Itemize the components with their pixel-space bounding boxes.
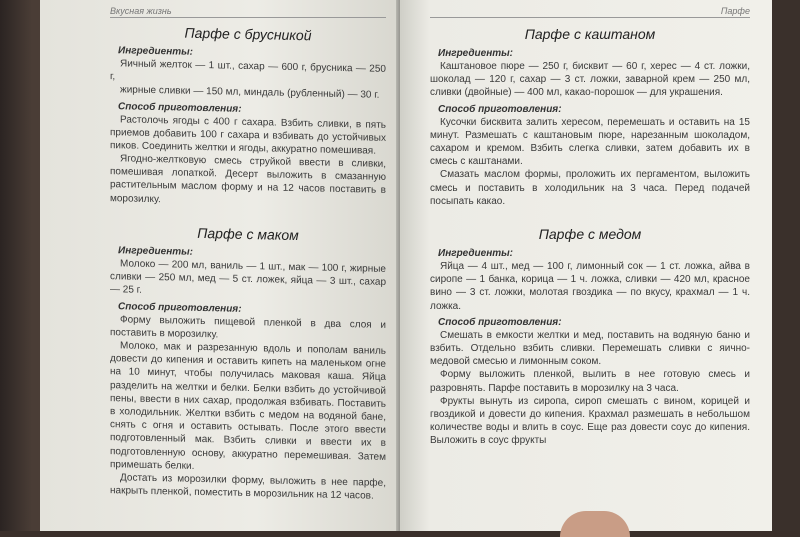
method-heading: Способ приготовления: [438, 316, 562, 328]
method-heading: Способ приготовления: [118, 300, 242, 315]
ingredients-line: Яичный желток — 1 шт., сахар — 600 г, брусника — 250 г, [110, 58, 386, 83]
ingredients-line: Молоко — 200 мл, ваниль — 1 шт., мак — 100 г, жирные сливки — 250 мл, мед — 5 ст. ложек, яйца — 3 шт., сахар — 25 г. [110, 258, 386, 297]
ingredients-heading: Ингредиенты: [118, 45, 194, 58]
method-paragraph: Смешать в емкости желтки и мед, поставить на водяную баню и взбить. Отдельно взбить сливки. Перемешать сливки с яично-медовой смесью и лимонным соком. [430, 329, 750, 368]
method-paragraph: Форму выложить пленкой, вылить в нее готовую смесь и разровнять. Парфе поставить в морозилку на 3 часа. [430, 369, 750, 394]
ingredients-heading: Ингредиенты: [438, 248, 514, 260]
right-page [400, 0, 772, 531]
ingredients-line: Каштановое пюре — 250 г, бисквит — 60 г, херес — 4 ст. ложки, шоколад — 120 г, сахар — 3 ст. ложки, заварной крем — 250 мл, сливки (двойные) — 400 мл, какао-порошок — для украшения. [430, 61, 750, 99]
method-paragraph: Молоко, мак и разрезанную вдоль и пополам ваниль довести до кипения и оставить кипеть на маленьком огне на 10 минут, чтобы получилась маковая каша. Яйца разделить на желтки и белки. Белки взбить до устойчивой пены, ввести в них сахар, продолжая взбивать. Поставить в холодильник. Желтки взбить с медом на водяной бане, снять с огня и оставить остывать. После этого ввести подготовленный мак. Взбить сливки и ввести их в подготовленную основу, аккуратно перемешивая. Затем примешать белки. [110, 340, 386, 472]
recipe-title: Парфе с медом [538, 226, 642, 243]
recipe-title: Парфе с маком [197, 224, 299, 244]
ingredients-heading: Ингредиенты: [438, 48, 514, 59]
left-page [40, 0, 400, 531]
recipe-title: Парфе с каштаном [524, 26, 656, 42]
ingredients-line: Яйца — 4 шт., мед — 100 г, лимонный сок — 1 ст. ложка, айва в сиропе — 1 банка, корица — 1 ч. ложка, сливки — 420 мл, красное вино — 3 ст. ложки, молотая гвоздика — по вкусу, крахмал — 1 ч. ложка. [430, 261, 750, 312]
method-heading: Способ приготовления: [438, 103, 562, 115]
method-paragraph: Ягодно-желтковую смесь струйкой ввести в сливки, помешивая лопаткой. Десерт выложить в смазанную растительным маслом форму и на 12 часов поставить в морозилку. [110, 153, 386, 205]
ingredients-heading: Ингредиенты: [118, 245, 194, 258]
method-paragraph: Растолочь ягоды с 400 г сахара. Взбить сливки, в пять приемов добавить 100 г сахара и взбивать до устойчивых пиков. Соединить желтки и ягоды, аккуратно помешивая. [110, 113, 386, 157]
method-heading: Способ приготовления: [118, 100, 242, 115]
recipe-title: Парфе с брусникой [184, 24, 312, 44]
method-paragraph: Кусочки бисквита залить хересом, перемешать и оставить на 15 минут. Размешать с каштановым пюре, нарезанным шоколадом, сахаром и кремом. Взбить слегка сливки, затем добавить их в смесь с каштанами. [430, 116, 750, 168]
running-head-left: Вкусная жизнь [110, 6, 386, 18]
running-head-right: Парфе [430, 6, 750, 18]
method-paragraph: Достать из морозилки форму, выложить в нее парфе, накрыть пленкой, поместить в морозильник на 12 часов. [110, 472, 386, 502]
method-paragraph: Смазать маслом формы, проложить их пергаментом, выложить смесь и поставить в холодильник на 3 часа. Перед подачей посыпать какао. [430, 169, 750, 207]
method-paragraph: Фрукты вынуть из сиропа, сироп смешать с вином, корицей и гвоздикой и довести до кипения. Крахмал размешать в небольшом количестве воды и влить в соус. Еще раз довести соус до кипения. Выложить в соус фрукты [430, 395, 750, 447]
method-paragraph: Форму выложить пищевой пленкой в два слоя и поставить в морозилку. [110, 313, 386, 341]
ingredients-line: жирные сливки — 150 мл, миндаль (рубленный) — 30 г. [120, 84, 380, 102]
